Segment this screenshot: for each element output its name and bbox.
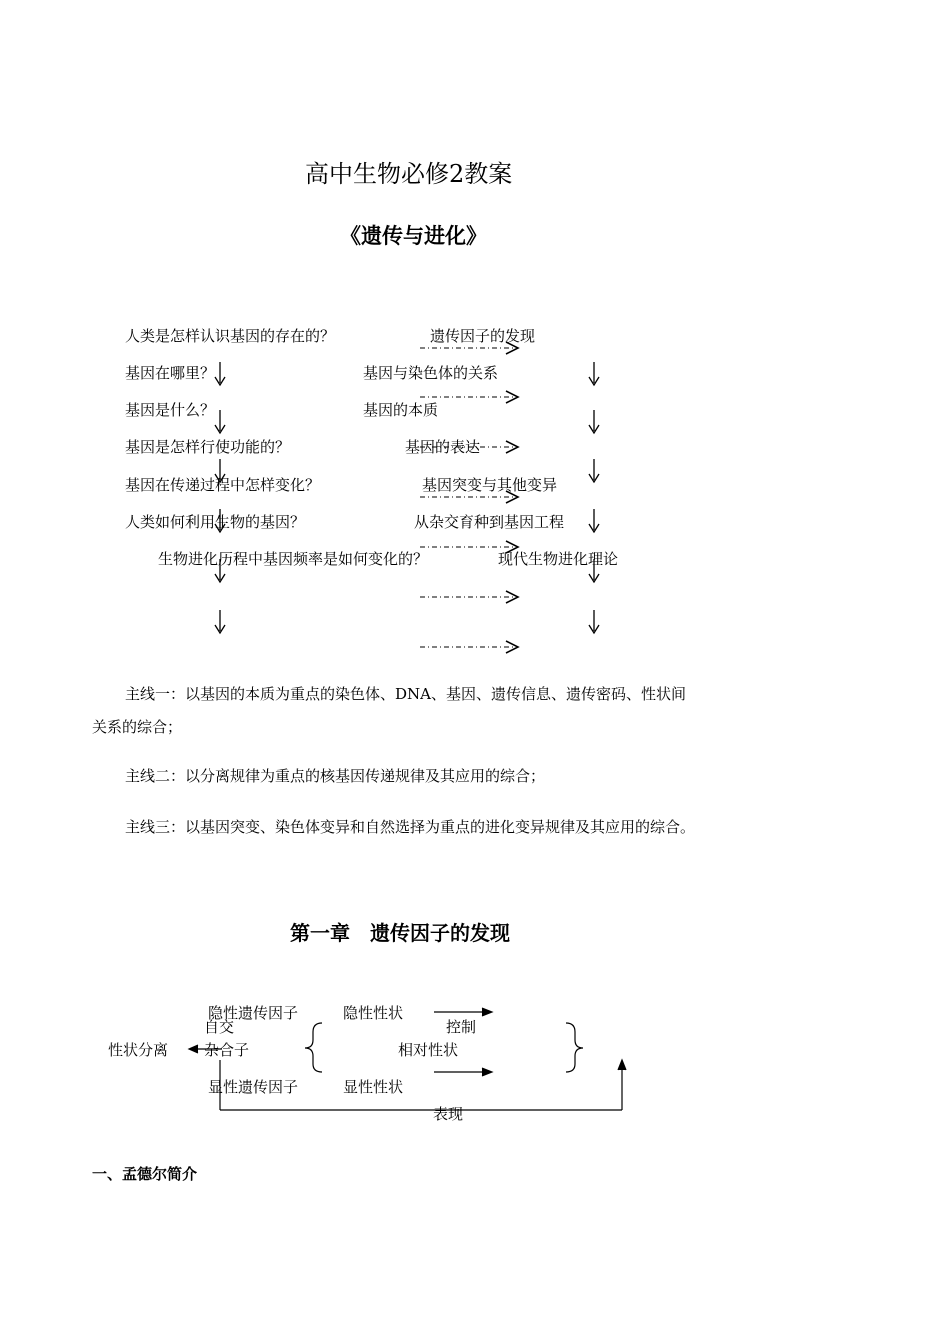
page-subtitle: 《遗传与进化》 bbox=[340, 224, 487, 248]
label-dominant-factor: 显性遗传因子 bbox=[208, 1078, 299, 1096]
mainline-2: 主线二：以分离规律为重点的核基因传递规律及其应用的综合； bbox=[125, 767, 546, 785]
label-control: 控制 bbox=[446, 1018, 477, 1036]
answer-1: 遗传因子的发现 bbox=[430, 327, 536, 345]
label-recessive-trait: 隐性性状 bbox=[343, 1004, 404, 1022]
question-5: 基因在传递过程中怎样变化？ bbox=[125, 476, 321, 494]
label-segregation: 性状分离 bbox=[108, 1041, 169, 1059]
label-dominant-trait: 显性性状 bbox=[343, 1078, 404, 1096]
question-2: 基因在哪里？ bbox=[125, 364, 216, 382]
expression-loop bbox=[220, 1060, 626, 1110]
question-4: 基因是怎样行使功能的？ bbox=[125, 438, 291, 456]
arrow-dominant-control bbox=[434, 1068, 492, 1076]
question-6: 人类如何利用生物的基因？ bbox=[125, 513, 306, 531]
section-title: 一、孟德尔简介 bbox=[92, 1165, 198, 1183]
answer-7: 现代生物进化理论 bbox=[498, 550, 619, 568]
mainline-1: 主线一：以基因的本质为重点的染色体、DNA、基因、遗传信息、遗传密码、性状间 bbox=[125, 685, 686, 703]
label-relative-traits: 相对性状 bbox=[398, 1041, 459, 1059]
page-title: 高中生物必修2教案 bbox=[305, 160, 513, 188]
left-brace bbox=[305, 1023, 322, 1072]
right-brace bbox=[566, 1023, 583, 1072]
chapter-title: 第一章 遗传因子的发现 bbox=[290, 921, 510, 945]
answer-5: 基因突变与其他变异 bbox=[422, 476, 558, 494]
label-heterozygote: 杂合子 bbox=[204, 1041, 250, 1059]
label-expression: 表现 bbox=[433, 1105, 464, 1123]
label-selfing: 自交 bbox=[204, 1018, 235, 1036]
label-recessive-factor: 隐性遗传因子 bbox=[208, 1004, 299, 1022]
mainline-1-cont: 关系的综合； bbox=[92, 718, 183, 736]
question-7: 生物进化历程中基因频率是如何变化的？ bbox=[158, 550, 429, 568]
question-3: 基因是什么？ bbox=[125, 401, 216, 419]
answer-4: 基因的表达 bbox=[405, 438, 481, 456]
arrow-recessive-control bbox=[434, 1008, 492, 1016]
answer-3: 基因的本质 bbox=[363, 401, 439, 419]
arrow-to-segregation bbox=[189, 1045, 222, 1053]
question-1: 人类是怎样认识基因的存在的？ bbox=[125, 327, 336, 345]
mainline-3: 主线三：以基因突变、染色体变异和自然选择为重点的进化变异规律及其应用的综合。 bbox=[125, 818, 696, 836]
answer-2: 基因与染色体的关系 bbox=[363, 364, 499, 382]
answer-6: 从杂交育种到基因工程 bbox=[414, 513, 565, 531]
